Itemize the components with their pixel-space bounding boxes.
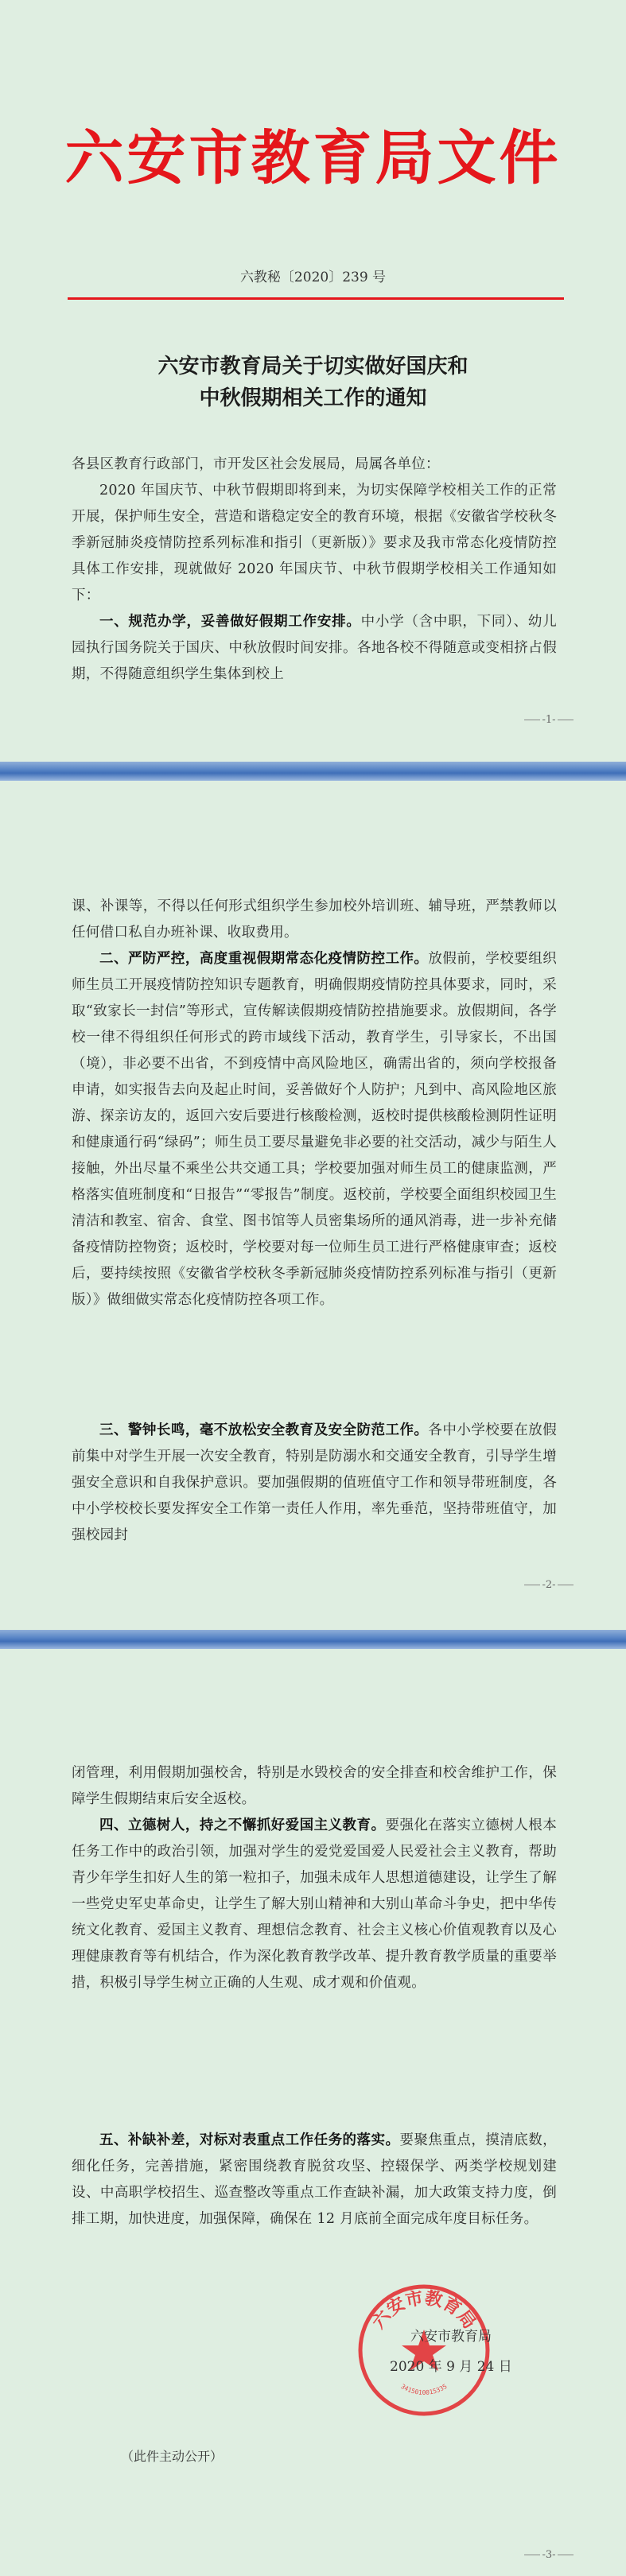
section-4-paragraph [72,1813,557,1996]
addressee: 各县区教育行政部门，市开发区社会发展局，局属各单位： [72,456,440,472]
section-4-text: 要强化在落实立德树人根本任务工作中的政治引领，加强对学生的爱党爱国爱人民爱社会主义教育，帮助青少年学生扣好人生的第一粒扣子，加强未成年人思想道德建设，让学生了解一些党史军史革命史，让学生了解大别山精神和大别山革命斗争史，把中华传统文化教育、爱国主义教育、理想信念教育、社会主义核心价值观教育以及心理健康教育等有机结合，作为深化教育教学改革、提升教育教学质量的重要举措，积极引导学生树立正确的人生观、成才观和价值观。 [72,1818,557,1991]
section-3-heading: 三、警钟长鸣，毫不放松安全教育及安全防范工作。 [99,1422,429,1438]
seal-top-text: 六安市教育局 [367,2287,480,2333]
document-number: 六教秘〔2020〕239 号 [239,270,387,285]
document-header-title: 六安市教育局文件 [64,124,562,192]
section-3-paragraph-part2: 闭管理，利用假期加强校舍，特别是水毁校舍的安全排查和校舍维护工作，保障学生假期结束后安全返校。 [72,1765,557,1807]
signature-date: 2020 年 9 月 24 日 [390,2359,512,2375]
section-2-paragraph [72,946,557,1313]
section-1-text-part1: 中小学（含中职，下同）、幼儿园执行国务院关于国庆、中秋放假时间安排。各地各校不得随意或变相挤占假期，不得随意组织学生集体到校上 [72,614,557,682]
section-5-paragraph [72,2128,557,2233]
section-2-heading: 二、严防严控，高度重视假期常态化疫情防控工作。 [99,951,429,967]
official-seal-icon [354,2280,493,2419]
page-number-1: -1- [509,714,589,726]
section-4-heading: 四、立德树人，持之不懈抓好爱国主义教育。 [99,1818,386,1833]
section-3-text-part1: 各中小学校要在放假前集中对学生开展一次安全教育，特别是防溺水和交通安全教育，引导学生增强安全意识和自我保护意识。要加强假期的值班值守工作和领导带班制度，各中小学校校长要发挥安全工作第一责任人作用，率先垂范，坚持带班值守，加强校园封 [72,1422,557,1543]
section-5-text: 要聚焦重点，摸清底数，细化任务，完善措施，紧密围绕教育脱贫攻坚、控辍保学、两类学校规划建设、中高职学校招生、巡查整改等重点工作查缺补漏，加大政策支持力度，倒排工期，加快进度，加强保障，确保在 12 月底前全面完成年度目标任务。 [72,2132,557,2227]
page-number-3: -3- [509,2549,589,2561]
disclosure-note: （此件主动公开） [121,2449,224,2464]
page-separator [0,762,626,781]
svg-text:3415010015335 [399,2383,448,2396]
section-2-text: 放假前，学校要组织师生员工开展疫情防控知识专题教育，明确假期疫情防控具体要求，同时，采取“致家长一封信”等形式，宣传解读假期疫情防控措施要求。放假期间，各学校一律不得组织任何形式的跨市域线下活动，教育学生，引导家长，不出国（境），非必要不出省，不到疫情中高风险地区，确需出省的，须向学校报备申请，如实报告去向及起止时间，妥善做好个人防护；凡到中、高风险地区旅游、探亲访友的，返回六安后要进行核酸检测，返校时提供核酸检测阴性证明和健康通行码“绿码”；师生员工要尽量避免非必要的社交活动，减少与陌生人接触，外出尽量不乘坐公共交通工具；学校要加强对师生员工的健康监测，严格落实值班制度和“日报告”“零报告”制度。返校前，学校要全面组织校园卫生清洁和教室、宿舍、食堂、图书馆等人员密集场所的通风消毒，进一步补充储备疫情防控物资；返校时，学校要对每一位师生员工进行严格健康审查；返校后，要持续按照《安徽省学校秋冬季新冠肺炎疫情防控系列标准与指引（更新版）》做细做实常态化疫情防控各项工作。 [72,951,557,1308]
page-separator [0,1630,626,1649]
section-1-paragraph-part2: 课、补课等，不得以任何形式组织学生参加校外培训班、辅导班，严禁教师以任何借口私自办班补课、收取费用。 [72,898,557,941]
section-5-heading: 五、补缺补差，对标对表重点工作任务的落实。 [99,2132,400,2148]
notice-title-line2: 中秋假期相关工作的通知 [199,386,427,410]
notice-title-line1: 六安市教育局关于切实做好国庆和 [157,355,469,378]
seal-bottom-text: 3415010015335 [399,2382,449,2396]
signature-issuer: 六安市教育局 [410,2329,492,2345]
intro-paragraph: 2020 年国庆节、中秋节假期即将到来，为切实保障学校相关工作的正常开展，保护师生安全，营造和谐稳定安全的教育环境，根据《安徽省学校秋冬季新冠肺炎疫情防控系列标准和指引（更新版）》要求及我市常态化疫情防控具体工作安排，现就做好 2020 年国庆节、中秋节假期学校相关工作通知如下： [72,483,557,603]
section-3-paragraph-part1 [72,1418,557,1549]
section-1-paragraph-part1 [72,609,557,688]
red-divider-line [68,297,564,300]
page-number-2: -2- [509,1579,589,1591]
section-1-heading: 一、规范办学，妥善做好假期工作安排。 [99,614,361,630]
